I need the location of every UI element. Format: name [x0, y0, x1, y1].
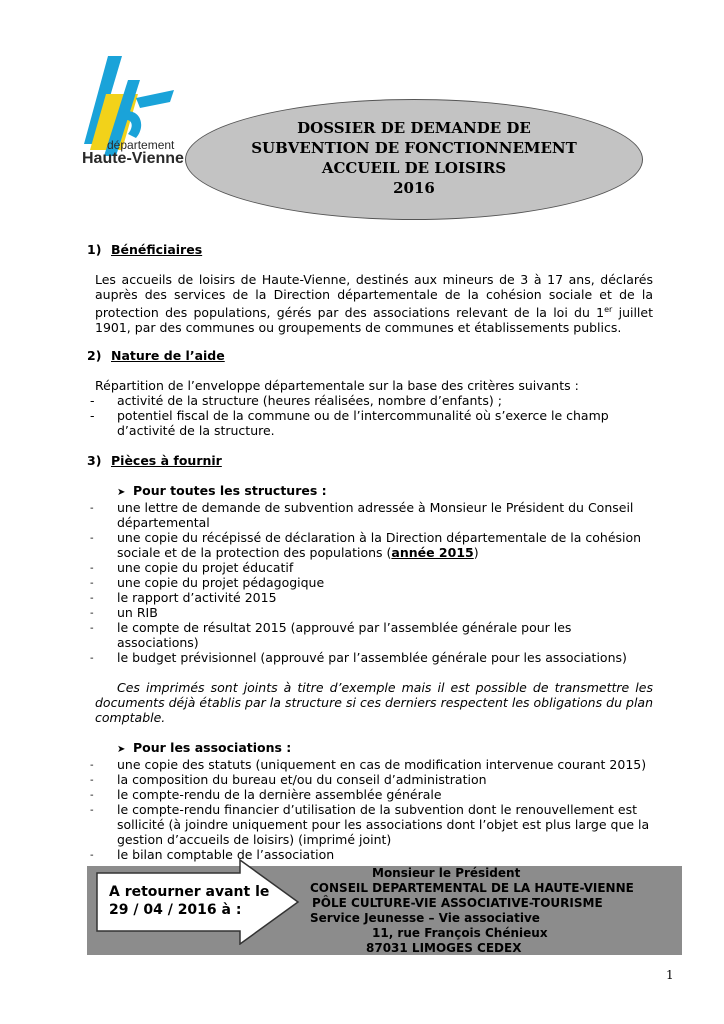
- title-line-2: SUBVENTION DE FONCTIONNEMENT: [251, 139, 577, 157]
- arrow-bullet-icon: ➤: [117, 487, 126, 499]
- list-item: - un RIB: [87, 605, 653, 620]
- address-line: Service Jeunesse – Vie associative: [310, 911, 540, 925]
- list-item: - activité de la structure (heures réalisées, nombre d’enfants) ;: [87, 393, 653, 408]
- address-line: CONSEIL DEPARTEMENTAL DE LA HAUTE-VIENNE: [310, 881, 634, 895]
- list-item: - une lettre de demande de subvention adressée à Monsieur le Président du Conseil départemental: [87, 500, 653, 530]
- list-item: - une copie du projet pédagogique: [87, 575, 653, 590]
- address-line: 87031 LIMOGES CEDEX: [366, 941, 522, 955]
- page-number: 1: [666, 968, 674, 982]
- title-line-3: ACCUEIL DE LOISIRS: [321, 159, 507, 177]
- document-title: [185, 118, 643, 198]
- subheading-toutes-structures: ➤ Pour toutes les structures :: [117, 483, 327, 499]
- section-heading-pieces: 3) Pièces à fournir: [87, 453, 222, 469]
- list-item: - le compte-rendu financier d’utilisation de la subvention dont le renouvellement est sollicité (à joindre uniquement pour les associations dont l’objet est plus large que la gestion d’accueils de loisirs) (imprimé joint): [87, 802, 653, 847]
- document-body: [87, 242, 653, 862]
- list-item: - potentiel fiscal de la commune ou de l’intercommunalité où s’exerce le champ d’activité de la structure.: [87, 408, 653, 438]
- return-deadline: A retourner avant le 29 / 04 / 2016 à :: [109, 884, 270, 918]
- subheading-associations: ➤ Pour les associations :: [117, 740, 292, 756]
- nature-aide-intro: Répartition de l’enveloppe départementale sur la base des critères suivants :: [95, 378, 579, 394]
- address-line: PÔLE CULTURE-VIE ASSOCIATIVE-TOURISME: [312, 896, 603, 910]
- address-line: 11, rue François Chénieux: [372, 926, 548, 940]
- arrow-bullet-icon: ➤: [117, 744, 126, 756]
- note-paragraph: Ces imprimés sont joints à titre d’exemple mais il est possible de transmettre les documents déjà établis par la structure si ces derniers respectent les obligations du plan comptable.: [95, 680, 653, 726]
- return-address: [300, 866, 670, 956]
- list-item: - le budget prévisionnel (approuvé par l’assemblée générale pour les associations): [87, 650, 653, 665]
- title-line-1: DOSSIER DE DEMANDE DE: [297, 119, 531, 137]
- list-item: - le rapport d’activité 2015: [87, 590, 653, 605]
- list-item: - le compte de résultat 2015 (approuvé par l’assemblée générale pour les associations): [87, 620, 653, 650]
- list-item: - le compte-rendu de la dernière assemblée générale: [87, 787, 653, 802]
- title-year: 2016: [393, 179, 435, 197]
- beneficiaires-paragraph: Les accueils de loisirs de Haute-Vienne, destinés aux mineurs de 3 à 17 ans, déclarés auprès des services de la Direction départementale de la cohésion sociale et de la protection des populations, gérés par des associations relevant de la loi du 1er juillet 1901, par des communes ou groupements de communes et établissements publics.: [95, 272, 653, 336]
- address-line: Monsieur le Président: [372, 866, 521, 880]
- section-heading-nature-aide: 2) Nature de l’aide: [87, 348, 225, 364]
- logo-text-haute-vienne: Haute-Vienne: [82, 150, 184, 167]
- logo-text-departement: département: [107, 138, 175, 152]
- pieces-list-structures: [87, 500, 653, 665]
- list-item: - une copie du récépissé de déclaration à la Direction départementale de la cohésion sociale et de la protection des populations (année 2015): [87, 530, 653, 560]
- list-item: - une copie du projet éducatif: [87, 560, 653, 575]
- list-item: - le bilan comptable de l’association: [87, 847, 653, 862]
- criteria-list: [87, 393, 653, 438]
- list-item: - la composition du bureau et/ou du conseil d’administration: [87, 772, 653, 787]
- pieces-list-associations: [87, 757, 653, 862]
- section-heading-beneficiaires: 1) Bénéficiaires: [87, 242, 203, 257]
- list-item: - une copie des statuts (uniquement en cas de modification intervenue courant 2015): [87, 757, 653, 772]
